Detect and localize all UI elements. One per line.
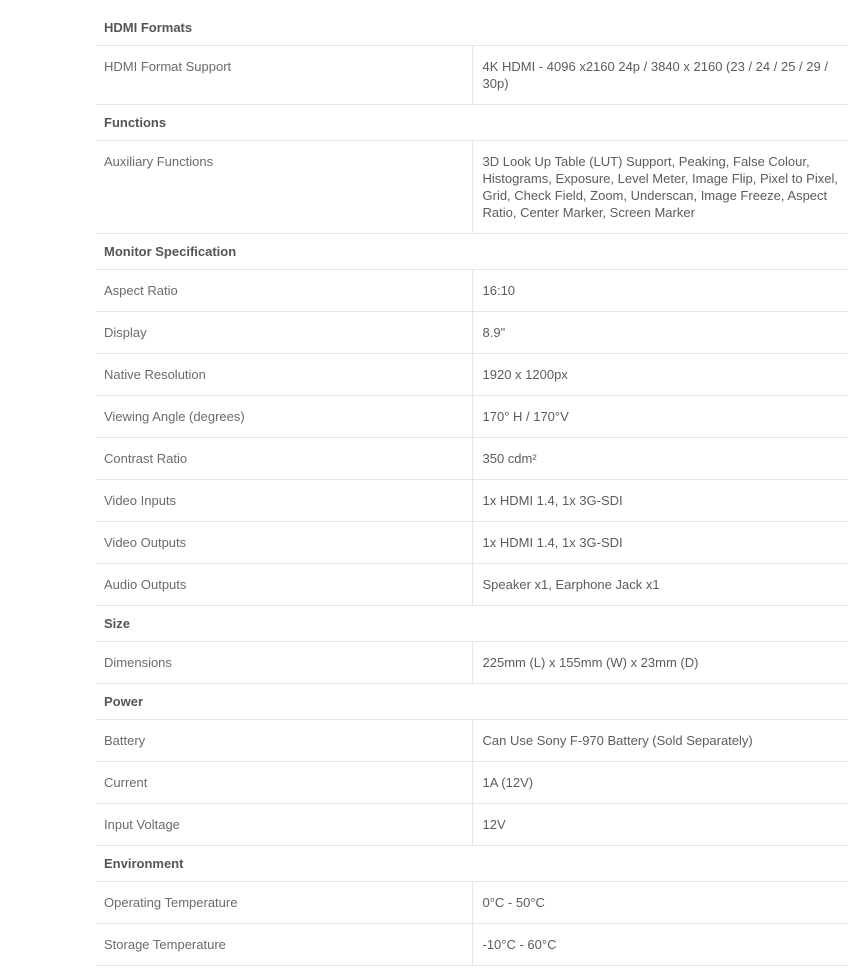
spec-row [96, 141, 848, 234]
spec-row [96, 354, 848, 396]
spec-row [96, 564, 848, 606]
spec-section-title: HDMI Formats [96, 10, 848, 46]
spec-row-label: Viewing Angle (degrees) [96, 396, 472, 438]
spec-row [96, 924, 848, 966]
spec-row-value: 8.9" [472, 312, 848, 354]
spec-row [96, 270, 848, 312]
spec-row-value: 12V [472, 804, 848, 846]
spec-row [96, 720, 848, 762]
spec-section-title: Size [96, 606, 848, 642]
specification-table [96, 10, 848, 966]
spec-section-header [96, 684, 848, 720]
spec-row [96, 396, 848, 438]
spec-row-value: 225mm (L) x 155mm (W) x 23mm (D) [472, 642, 848, 684]
spec-section-title: Monitor Specification [96, 234, 848, 270]
spec-row-value: 4K HDMI - 4096 x2160 24p / 3840 x 2160 (23 / 24 / 25 / 29 / 30p) [472, 46, 848, 105]
spec-row-value: 350 cdm² [472, 438, 848, 480]
spec-row-value: 1x HDMI 1.4, 1x 3G-SDI [472, 480, 848, 522]
spec-row-value: 16:10 [472, 270, 848, 312]
spec-row [96, 46, 848, 105]
spec-row-value: 0°C - 50°C [472, 882, 848, 924]
spec-row-label: Input Voltage [96, 804, 472, 846]
spec-section-header [96, 234, 848, 270]
spec-row [96, 882, 848, 924]
spec-row-value: 1A (12V) [472, 762, 848, 804]
spec-row-value: 1920 x 1200px [472, 354, 848, 396]
spec-row-label: Video Inputs [96, 480, 472, 522]
spec-row-label: Video Outputs [96, 522, 472, 564]
spec-row-value: Speaker x1, Earphone Jack x1 [472, 564, 848, 606]
spec-row-label: HDMI Format Support [96, 46, 472, 105]
spec-row [96, 438, 848, 480]
spec-section-title: Functions [96, 105, 848, 141]
specification-table-body [96, 10, 848, 966]
spec-row-label: Operating Temperature [96, 882, 472, 924]
spec-section-title: Power [96, 684, 848, 720]
spec-row-value: 1x HDMI 1.4, 1x 3G-SDI [472, 522, 848, 564]
spec-row-value: 170° H / 170°V [472, 396, 848, 438]
spec-row-label: Audio Outputs [96, 564, 472, 606]
spec-section-header [96, 606, 848, 642]
spec-section-header [96, 846, 848, 882]
spec-row-label: Dimensions [96, 642, 472, 684]
spec-row [96, 522, 848, 564]
spec-row-value: Can Use Sony F-970 Battery (Sold Separately) [472, 720, 848, 762]
spec-row-label: Aspect Ratio [96, 270, 472, 312]
spec-row [96, 312, 848, 354]
spec-row [96, 642, 848, 684]
spec-row-label: Display [96, 312, 472, 354]
spec-row [96, 762, 848, 804]
spec-row-label: Battery [96, 720, 472, 762]
spec-section-header [96, 105, 848, 141]
spec-section-title: Environment [96, 846, 848, 882]
spec-row-value: 3D Look Up Table (LUT) Support, Peaking, False Colour, Histograms, Exposure, Level Meter, Image Flip, Pixel to Pixel, Grid, Check Field, Zoom, Underscan, Image Freeze, Aspect Ratio, Center Marker, Screen Marker [472, 141, 848, 234]
spec-row-label: Auxiliary Functions [96, 141, 472, 234]
spec-row [96, 804, 848, 846]
spec-row-label: Contrast Ratio [96, 438, 472, 480]
spec-row-label: Storage Temperature [96, 924, 472, 966]
spec-row-label: Native Resolution [96, 354, 472, 396]
spec-row-value: -10°C - 60°C [472, 924, 848, 966]
spec-section-header [96, 10, 848, 46]
spec-row [96, 480, 848, 522]
spec-row-label: Current [96, 762, 472, 804]
